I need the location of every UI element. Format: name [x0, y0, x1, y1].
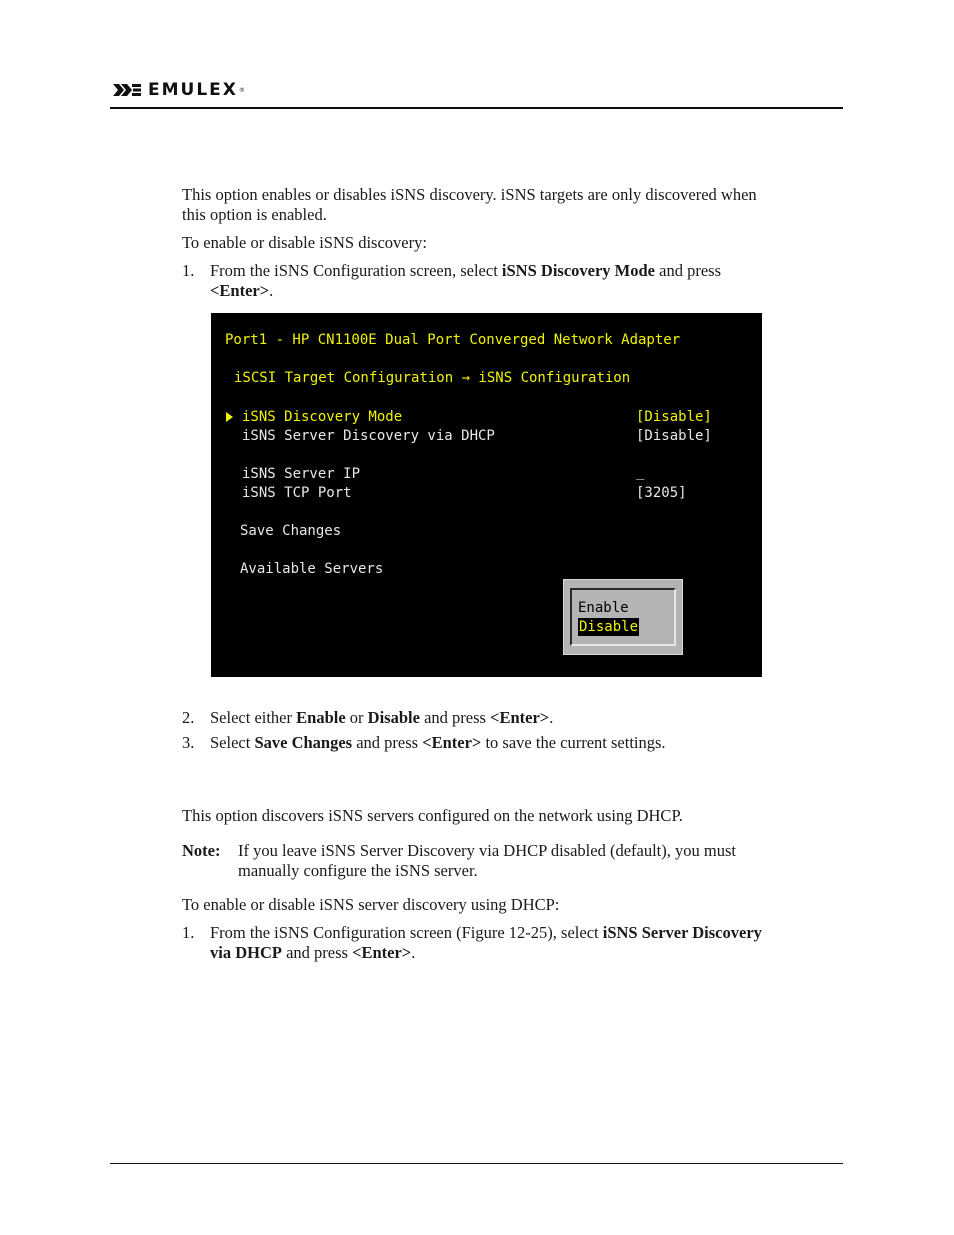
emulex-mark-icon — [112, 82, 142, 98]
logo-trademark: ® — [238, 86, 245, 94]
text: Select either — [210, 708, 297, 727]
menu-item-isns-tcp-port[interactable]: iSNS TCP Port — [242, 485, 352, 501]
bold-text: iSNS Server Discovery — [602, 923, 762, 942]
text: or — [345, 708, 368, 727]
menu-item-isns-discovery-mode[interactable]: iSNS Discovery Mode — [242, 409, 403, 425]
header-rule — [110, 107, 843, 109]
screen-breadcrumb: iSCSI Target Configuration → iSNS Configuration — [234, 370, 631, 386]
screen-title: Port1 - HP CN1100E Dual Port Converged Network Adapter — [225, 332, 681, 348]
bold-text: <Enter> — [210, 281, 270, 300]
text: . — [549, 708, 554, 727]
section1-paragraph-line2: this option is enabled. — [182, 205, 327, 224]
bold-text: via DHCP — [210, 943, 282, 962]
text: . — [411, 943, 416, 962]
note-label: Note: — [182, 841, 221, 860]
section1-step2 — [210, 708, 553, 728]
text: From the iSNS Configuration screen (Figure 12-25), select — [210, 923, 603, 942]
section2-intro: To enable or disable iSNS server discovery using DHCP: — [182, 895, 560, 914]
text: to save the current settings. — [481, 733, 666, 752]
menu-item-available-servers[interactable]: Available Servers — [240, 561, 384, 577]
bold-text: Disable — [367, 708, 420, 727]
menu-item-isns-server-discovery-dhcp[interactable]: iSNS Server Discovery via DHCP — [242, 428, 495, 444]
emulex-logo — [112, 80, 245, 100]
popup-option-enable[interactable]: Enable — [578, 600, 629, 616]
menu-value-isns-tcp-port: [3205] — [636, 485, 687, 501]
menu-value-isns-discovery-mode: [Disable] — [636, 409, 712, 425]
bold-text: <Enter> — [490, 708, 550, 727]
option-popup — [563, 579, 683, 655]
section1-paragraph-line1: This option enables or disables iSNS discovery. iSNS targets are only discovered when — [182, 185, 757, 204]
text: and press — [352, 733, 423, 752]
step-number: 1. — [182, 923, 195, 942]
section2-paragraph: This option discovers iSNS servers configured on the network using DHCP. — [182, 806, 683, 825]
menu-value-isns-server-discovery-dhcp: [Disable] — [636, 428, 712, 444]
bold-text: <Enter> — [352, 943, 412, 962]
text: and press — [419, 708, 491, 727]
menu-item-isns-server-ip[interactable]: iSNS Server IP — [242, 466, 361, 482]
text: From the iSNS Configuration screen, select — [210, 261, 502, 280]
popup-frame — [570, 588, 676, 646]
section1-step1-line2 — [210, 281, 273, 301]
text: Select — [210, 733, 255, 752]
note-line1: If you leave iSNS Server Discovery via DHCP disabled (default), you must — [238, 841, 736, 860]
section1-intro: To enable or disable iSNS discovery: — [182, 233, 427, 252]
selection-arrow-icon — [226, 412, 233, 422]
step-number: 3. — [182, 733, 195, 752]
step-number: 1. — [182, 261, 195, 280]
bios-screenshot — [211, 313, 762, 677]
text: . — [269, 281, 274, 300]
logo-text: EMULEX — [148, 80, 238, 100]
section2-step1-line1 — [210, 923, 762, 943]
step-number: 2. — [182, 708, 195, 727]
footer-rule — [110, 1163, 843, 1164]
menu-value-isns-server-ip: _ — [636, 464, 645, 480]
note-line2: manually configure the iSNS server. — [238, 861, 478, 880]
bold-text: Enable — [296, 708, 346, 727]
bold-text: iSNS Discovery Mode — [501, 261, 655, 280]
text: and press — [281, 943, 353, 962]
section1-step3 — [210, 733, 666, 753]
section2-step1-line2 — [210, 943, 415, 963]
section1-step1-line1 — [210, 261, 721, 281]
bold-text: <Enter> — [422, 733, 482, 752]
bold-text: Save Changes — [254, 733, 353, 752]
menu-item-save-changes[interactable]: Save Changes — [240, 523, 342, 539]
text: and press — [655, 261, 721, 280]
popup-option-disable[interactable]: Disable — [579, 619, 639, 635]
